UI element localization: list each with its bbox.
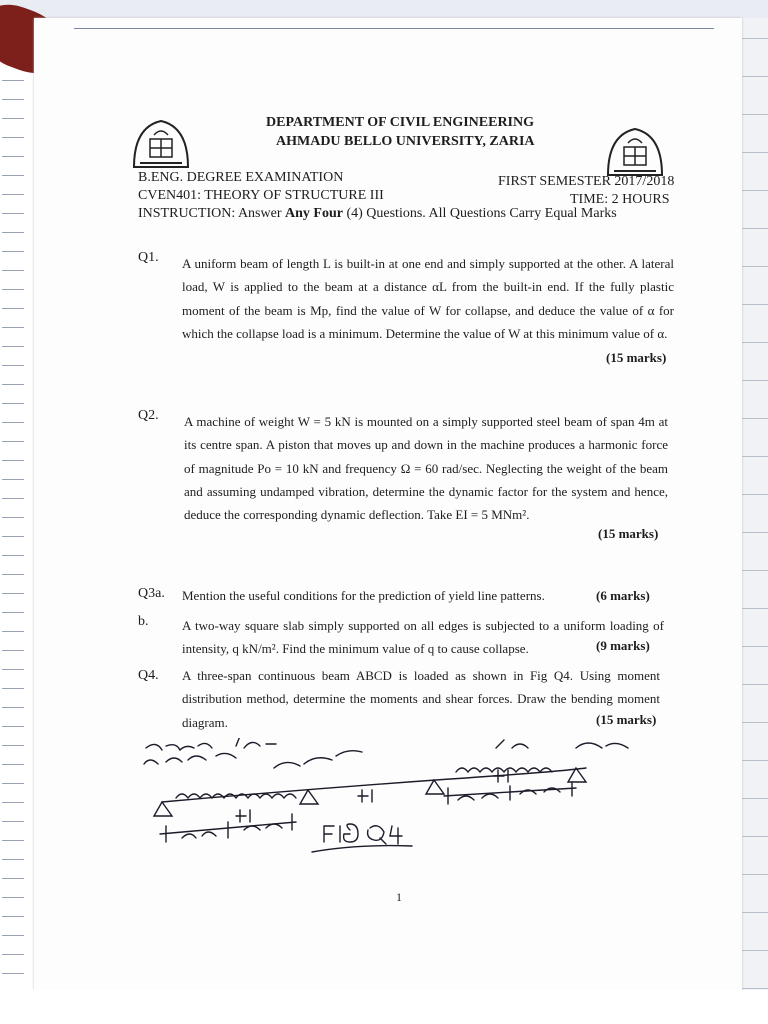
margin-rule-line — [2, 555, 24, 556]
margin-rule-line — [2, 935, 24, 936]
question-number: Q2. — [138, 408, 159, 423]
margin-rule-line — [2, 422, 24, 423]
margin-rule-line — [2, 783, 24, 784]
margin-rule-line — [2, 403, 24, 404]
margin-rule-line — [2, 593, 24, 594]
question-marks: (15 marks) — [598, 526, 659, 541]
question-number: Q4. — [138, 668, 159, 683]
margin-rule-line — [2, 251, 24, 252]
margin-rule-line — [2, 821, 24, 822]
question-marks: (9 marks) — [596, 638, 650, 653]
margin-rule-line — [2, 612, 24, 613]
time-label: TIME: 2 HOURS — [570, 192, 670, 207]
sheet-rule-line — [742, 760, 768, 761]
margin-rule-line — [2, 479, 24, 480]
margin-rule-line — [2, 460, 24, 461]
instruction-line — [138, 206, 617, 222]
margin-rule-line — [2, 954, 24, 955]
sheet-rule-line — [742, 456, 768, 457]
margin-rule-line — [2, 669, 24, 670]
instruction-suffix: (4) Questions. All Questions Carry Equal Marks — [342, 206, 617, 221]
page-number: 1 — [396, 890, 402, 904]
instruction-emphasis: Any Four — [285, 206, 343, 221]
underlying-sheet — [742, 18, 768, 1008]
margin-rule-line — [2, 232, 24, 233]
margin-rule-line — [2, 308, 24, 309]
margin-rule-line — [2, 213, 24, 214]
margin-rule-line — [2, 897, 24, 898]
question-text: A uniform beam of length L is built-in at one end and simply supported at the other. A lateral load, W is applied to the beam at a distance αL from the built-in end. If the fully plastic moment of the beam is Mp, find the value of W for collapse, and deduce the value of α for which the collapse load is a minimum. Determine the value of W at this minimum value of α. — [182, 256, 674, 341]
sheet-rule-line — [742, 646, 768, 647]
margin-rule-line — [2, 498, 24, 499]
margin-rule-line — [2, 384, 24, 385]
margin-rule-line — [2, 137, 24, 138]
question-number: b. — [138, 614, 149, 629]
sheet-rule-line — [742, 228, 768, 229]
notebook-margin — [0, 30, 34, 990]
margin-rule-line — [2, 859, 24, 860]
margin-rule-line — [2, 99, 24, 100]
sheet-rule-line — [742, 570, 768, 571]
question-marks: (15 marks) — [606, 350, 667, 365]
sheet-rule-line — [742, 266, 768, 267]
question-marks: (15 marks) — [596, 712, 657, 727]
margin-rule-line — [2, 156, 24, 157]
margin-rule-line — [2, 517, 24, 518]
sheet-rule-line — [742, 152, 768, 153]
university-crest-left — [130, 117, 192, 169]
sheet-rule-line — [742, 798, 768, 799]
margin-rule-line — [2, 688, 24, 689]
sheet-rule-line — [742, 304, 768, 305]
margin-rule-line — [2, 802, 24, 803]
university-title: AHMADU BELLO UNIVERSITY, ZARIA — [276, 134, 535, 149]
sheet-rule-line — [742, 874, 768, 875]
question-text: A two-way square slab simply supported on all edges is subjected to a uniform loading of intensity, q kN/m². Find the minimum value of q to cause collapse. — [182, 618, 664, 657]
sheet-rule-line — [742, 950, 768, 951]
margin-rule-line — [2, 194, 24, 195]
margin-rule-line — [2, 878, 24, 879]
margin-rule-line — [2, 973, 24, 974]
margin-rule-line — [2, 346, 24, 347]
margin-rule-line — [2, 707, 24, 708]
semester-label: FIRST SEMESTER 2017/2018 — [498, 174, 675, 189]
sheet-rule-line — [742, 684, 768, 685]
margin-rule-line — [2, 270, 24, 271]
margin-rule-line — [2, 764, 24, 765]
header-rule — [74, 28, 714, 29]
sheet-rule-line — [742, 608, 768, 609]
margin-rule-line — [2, 175, 24, 176]
sheet-rule-line — [742, 912, 768, 913]
question-text: Mention the useful conditions for the prediction of yield line patterns. — [182, 588, 545, 603]
sheet-rule-line — [742, 836, 768, 837]
sheet-rule-line — [742, 988, 768, 989]
sheet-rule-line — [742, 114, 768, 115]
sheet-rule-line — [742, 380, 768, 381]
margin-rule-line — [2, 840, 24, 841]
background-bottom — [0, 990, 768, 1024]
department-title: DEPARTMENT OF CIVIL ENGINEERING — [266, 115, 535, 130]
handwritten-fig-q4-sketch — [136, 738, 696, 858]
sheet-rule-line — [742, 190, 768, 191]
question-marks: (6 marks) — [596, 588, 650, 603]
margin-rule-line — [2, 726, 24, 727]
margin-rule-line — [2, 118, 24, 119]
margin-rule-line — [2, 631, 24, 632]
margin-rule-line — [2, 536, 24, 537]
sheet-rule-line — [742, 38, 768, 39]
sheet-rule-line — [742, 418, 768, 419]
sheet-rule-line — [742, 342, 768, 343]
margin-rule-line — [2, 441, 24, 442]
margin-rule-line — [2, 365, 24, 366]
exam-label: B.ENG. DEGREE EXAMINATION — [138, 170, 344, 185]
sheet-rule-line — [742, 76, 768, 77]
margin-rule-line — [2, 289, 24, 290]
university-crest-right — [604, 125, 666, 177]
sheet-rule-line — [742, 532, 768, 533]
sheet-rule-line — [742, 722, 768, 723]
margin-rule-line — [2, 650, 24, 651]
instruction-prefix: INSTRUCTION: Answer — [138, 206, 285, 221]
margin-rule-line — [2, 80, 24, 81]
question-number: Q3a. — [138, 586, 165, 601]
question-text: A machine of weight W = 5 kN is mounted on a simply supported steel beam of span 4m at its centre span. A piston that moves up and down in the machine produces a harmonic force of magnitude Po = 10 kN and frequency Ω = 60 rad/sec. Neglecting the weight of the beam and assuming undamped vibration, determine the dynamic factor for the system and hence, deduce the corresponding dynamic deflection. Take EI = 5 MNm². — [184, 414, 668, 523]
question-number: Q1. — [138, 250, 159, 265]
margin-rule-line — [2, 574, 24, 575]
margin-rule-line — [2, 327, 24, 328]
sheet-rule-line — [742, 494, 768, 495]
margin-rule-line — [2, 916, 24, 917]
course-label: CVEN401: THEORY OF STRUCTURE III — [138, 188, 384, 203]
margin-rule-line — [2, 745, 24, 746]
question-text: A three-span continuous beam ABCD is loaded as shown in Fig Q4. Using moment distribution method, determine the moments and shear forces. Draw the bending moment diagram. — [182, 668, 660, 730]
